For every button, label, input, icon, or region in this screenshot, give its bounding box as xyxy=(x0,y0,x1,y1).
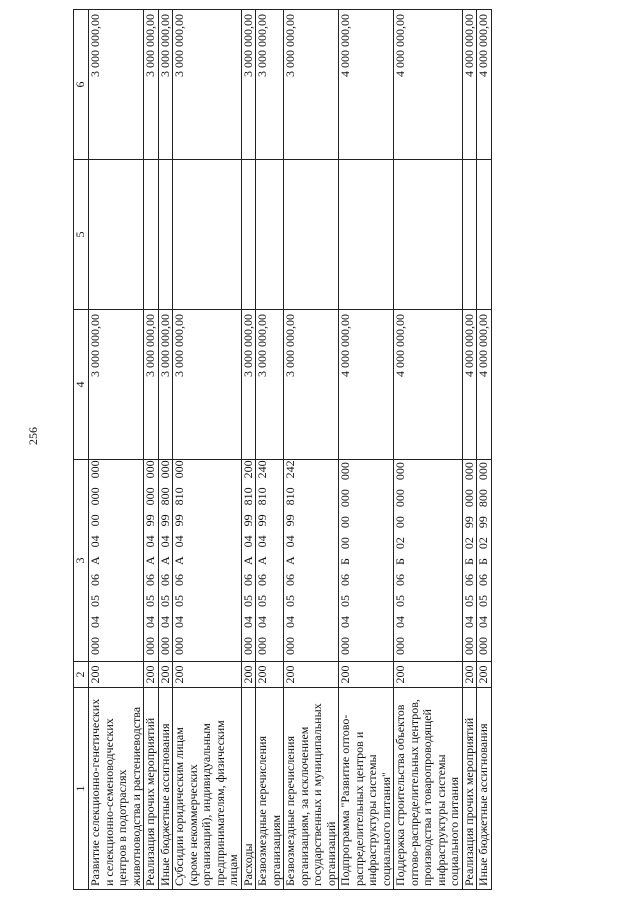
code-part: 05 xyxy=(393,595,407,607)
code-part: А xyxy=(157,556,172,565)
code-part: 99 xyxy=(283,514,297,527)
code-part: 05 xyxy=(143,595,157,607)
row-col-6: 3 000 000,00 xyxy=(158,10,173,160)
code-part: 000 xyxy=(461,489,476,508)
row-code xyxy=(256,460,284,662)
code-part: 02 xyxy=(393,537,407,550)
code-part: 99 xyxy=(143,514,157,527)
code-part: 06 xyxy=(338,574,352,586)
code-part: 240 xyxy=(255,460,269,479)
code-part: 99 xyxy=(157,514,172,527)
row-col-4: 3 000 000,00 xyxy=(144,310,159,460)
code-part: Б xyxy=(393,558,407,565)
code-part: 06 xyxy=(240,574,255,586)
row-col-5 xyxy=(173,160,242,310)
row-col-6: 4 000 000,00 xyxy=(394,10,463,160)
header-col-3: 3 xyxy=(74,460,89,662)
code-part: 810 xyxy=(255,487,269,506)
row-name: Развитие селекционно-генетических и селекционно-семеноводческих центров в подотраслях животноводства и растениеводства xyxy=(89,688,144,890)
code-part: А xyxy=(255,556,269,565)
code-part: 000 xyxy=(476,462,490,481)
code-part: 000 xyxy=(157,460,172,479)
code-part: 00 xyxy=(338,516,352,529)
row-code xyxy=(462,460,477,662)
code-part: 000 xyxy=(461,462,476,481)
code-part: 000 xyxy=(255,637,269,655)
row-col-5 xyxy=(339,160,394,310)
code-part: 06 xyxy=(393,574,407,586)
row-code xyxy=(173,460,242,662)
code-part: А xyxy=(88,556,102,565)
row-col-2: 200 xyxy=(158,662,173,688)
row-code xyxy=(394,460,463,662)
row-code xyxy=(284,460,339,662)
row-name: Реализация прочих мероприятий xyxy=(144,688,159,890)
code-part: Б xyxy=(476,558,490,565)
code-part: 04 xyxy=(88,535,102,548)
code-part: 06 xyxy=(143,574,157,586)
header-col-5: 5 xyxy=(74,160,89,310)
row-col-4: 3 000 000,00 xyxy=(241,310,256,460)
row-col-2: 200 xyxy=(144,662,159,688)
code-part: 04 xyxy=(172,616,186,628)
code-part: 06 xyxy=(157,574,172,586)
table-row xyxy=(144,10,159,890)
table-row xyxy=(241,10,256,890)
row-col-6: 4 000 000,00 xyxy=(477,10,492,160)
table-row xyxy=(256,10,284,890)
page-number: 256 xyxy=(26,427,40,445)
row-col-2: 200 xyxy=(241,662,256,688)
code-part: 000 xyxy=(393,462,407,481)
row-col-2: 200 xyxy=(284,662,339,688)
row-col-6: 3 000 000,00 xyxy=(241,10,256,160)
row-col-4: 4 000 000,00 xyxy=(339,310,394,460)
code-part: 04 xyxy=(338,616,352,628)
code-part: 05 xyxy=(283,595,297,607)
row-col-6: 3 000 000,00 xyxy=(144,10,159,160)
row-col-4: 4 000 000,00 xyxy=(462,310,477,460)
row-col-5 xyxy=(284,160,339,310)
code-part: Б xyxy=(338,558,352,565)
code-part: 02 xyxy=(461,537,476,550)
code-part: А xyxy=(172,556,186,565)
code-part: 05 xyxy=(476,595,490,607)
code-part: 99 xyxy=(255,514,269,527)
code-part: 000 xyxy=(338,637,352,655)
row-col-2: 200 xyxy=(89,662,144,688)
code-part: 000 xyxy=(143,637,157,655)
row-col-2: 200 xyxy=(477,662,492,688)
row-col-5 xyxy=(256,160,284,310)
code-part: 05 xyxy=(255,595,269,607)
code-part: 810 xyxy=(240,487,255,506)
table-row xyxy=(89,10,144,890)
row-col-5 xyxy=(89,160,144,310)
code-part: 99 xyxy=(240,514,255,527)
code-part: 000 xyxy=(172,460,186,479)
code-part: 04 xyxy=(88,616,102,628)
code-part: 05 xyxy=(88,595,102,607)
row-col-4: 4 000 000,00 xyxy=(477,310,492,460)
code-part: 000 xyxy=(88,487,102,506)
row-col-5 xyxy=(462,160,477,310)
code-part: 000 xyxy=(157,637,172,655)
code-part: А xyxy=(283,556,297,565)
code-part: 000 xyxy=(476,637,490,655)
row-name: Поддержка строительства объектов оптово-распределительных центров, производства и товаропроводящей инфраструктуры системы социального питания xyxy=(394,688,463,890)
row-code xyxy=(144,460,159,662)
row-col-6: 4 000 000,00 xyxy=(462,10,477,160)
row-col-6: 4 000 000,00 xyxy=(339,10,394,160)
code-part: 000 xyxy=(393,489,407,508)
code-part: 06 xyxy=(283,574,297,586)
row-name: Реализация прочих мероприятий xyxy=(462,688,477,890)
code-part: 99 xyxy=(476,516,490,529)
rotated-table-wrapper xyxy=(73,10,593,890)
row-col-5 xyxy=(241,160,256,310)
code-part: 000 xyxy=(283,637,297,655)
row-name: Субсидии юридическим лицам (кроме некоммерческих организаций), индивидуальным предпринимателям, физическим лицам xyxy=(173,688,242,890)
row-name: Подпрограмма "Развитие оптово-распределительных центров и инфраструктуры системы социального питания" xyxy=(339,688,394,890)
row-col-2: 200 xyxy=(256,662,284,688)
row-col-2: 200 xyxy=(339,662,394,688)
code-part: 06 xyxy=(88,574,102,586)
row-col-2: 200 xyxy=(462,662,477,688)
code-part: Б xyxy=(461,558,476,565)
row-name: Иные бюджетные ассигнования xyxy=(158,688,173,890)
header-row xyxy=(74,10,89,890)
row-code xyxy=(339,460,394,662)
code-part: 04 xyxy=(240,616,255,628)
row-code xyxy=(158,460,173,662)
code-part: 000 xyxy=(143,487,157,506)
code-part: 000 xyxy=(88,460,102,479)
row-col-6: 3 000 000,00 xyxy=(173,10,242,160)
code-part: 04 xyxy=(143,616,157,628)
row-col-6: 3 000 000,00 xyxy=(89,10,144,160)
code-part: 00 xyxy=(338,537,352,550)
table-row xyxy=(477,10,492,890)
row-col-4: 3 000 000,00 xyxy=(158,310,173,460)
table-row xyxy=(284,10,339,890)
code-part: 04 xyxy=(393,616,407,628)
code-part: 05 xyxy=(461,595,476,607)
row-col-2: 200 xyxy=(394,662,463,688)
header-col-6: 6 xyxy=(74,10,89,160)
code-part: 000 xyxy=(461,637,476,655)
row-col-5 xyxy=(158,160,173,310)
code-part: 05 xyxy=(172,595,186,607)
code-part: 05 xyxy=(240,595,255,607)
row-col-6: 3 000 000,00 xyxy=(284,10,339,160)
table-row xyxy=(394,10,463,890)
code-part: 810 xyxy=(172,487,186,506)
code-part: 99 xyxy=(461,516,476,529)
row-code xyxy=(241,460,256,662)
code-part: 99 xyxy=(172,514,186,527)
code-part: 000 xyxy=(240,637,255,655)
row-col-4: 3 000 000,00 xyxy=(89,310,144,460)
code-part: 000 xyxy=(143,460,157,479)
budget-table xyxy=(73,9,492,890)
table-row xyxy=(462,10,477,890)
code-part: 06 xyxy=(461,574,476,586)
code-part: 05 xyxy=(338,595,352,607)
code-part: 04 xyxy=(157,535,172,548)
code-part: 04 xyxy=(283,616,297,628)
code-part: 00 xyxy=(393,516,407,529)
row-col-4: 3 000 000,00 xyxy=(173,310,242,460)
row-name: Расходы xyxy=(241,688,256,890)
code-part: 04 xyxy=(143,535,157,548)
row-col-5 xyxy=(144,160,159,310)
code-part: 04 xyxy=(255,535,269,548)
code-part: А xyxy=(240,556,255,565)
code-part: 02 xyxy=(476,537,490,550)
code-part: А xyxy=(143,556,157,565)
table-row xyxy=(173,10,242,890)
row-col-4: 3 000 000,00 xyxy=(284,310,339,460)
code-part: 06 xyxy=(255,574,269,586)
code-part: 000 xyxy=(393,637,407,655)
code-part: 810 xyxy=(283,487,297,506)
code-part: 04 xyxy=(255,616,269,628)
code-part: 06 xyxy=(476,574,490,586)
row-col-2: 200 xyxy=(173,662,242,688)
row-col-6: 3 000 000,00 xyxy=(256,10,284,160)
row-col-5 xyxy=(394,160,463,310)
code-part: 04 xyxy=(476,616,490,628)
row-col-4: 4 000 000,00 xyxy=(394,310,463,460)
code-part: 200 xyxy=(240,460,255,479)
code-part: 242 xyxy=(283,460,297,479)
row-name: Безвозмездные перечисления организациям, за исключением государственных и муниципальных организаций xyxy=(284,688,339,890)
code-part: 000 xyxy=(338,462,352,481)
code-part: 04 xyxy=(461,616,476,628)
code-part: 04 xyxy=(172,535,186,548)
row-col-5 xyxy=(477,160,492,310)
row-code xyxy=(477,460,492,662)
row-name: Иные бюджетные ассигнования xyxy=(477,688,492,890)
code-part: 000 xyxy=(172,637,186,655)
code-part: 04 xyxy=(283,535,297,548)
code-part: 00 xyxy=(88,514,102,527)
code-part: 04 xyxy=(240,535,255,548)
code-part: 06 xyxy=(172,574,186,586)
table-body xyxy=(89,10,492,890)
row-code xyxy=(89,460,144,662)
code-part: 000 xyxy=(88,637,102,655)
header-col-1: 1 xyxy=(74,688,89,890)
header-col-2: 2 xyxy=(74,662,89,688)
code-part: 800 xyxy=(157,487,172,506)
code-part: 05 xyxy=(157,595,172,607)
code-part: 000 xyxy=(338,489,352,508)
row-col-4: 3 000 000,00 xyxy=(256,310,284,460)
code-part: 04 xyxy=(157,616,172,628)
row-name: Безвозмездные перечисления организациям xyxy=(256,688,284,890)
table-row xyxy=(158,10,173,890)
code-part: 800 xyxy=(476,489,490,508)
table-row xyxy=(339,10,394,890)
header-col-4: 4 xyxy=(74,310,89,460)
